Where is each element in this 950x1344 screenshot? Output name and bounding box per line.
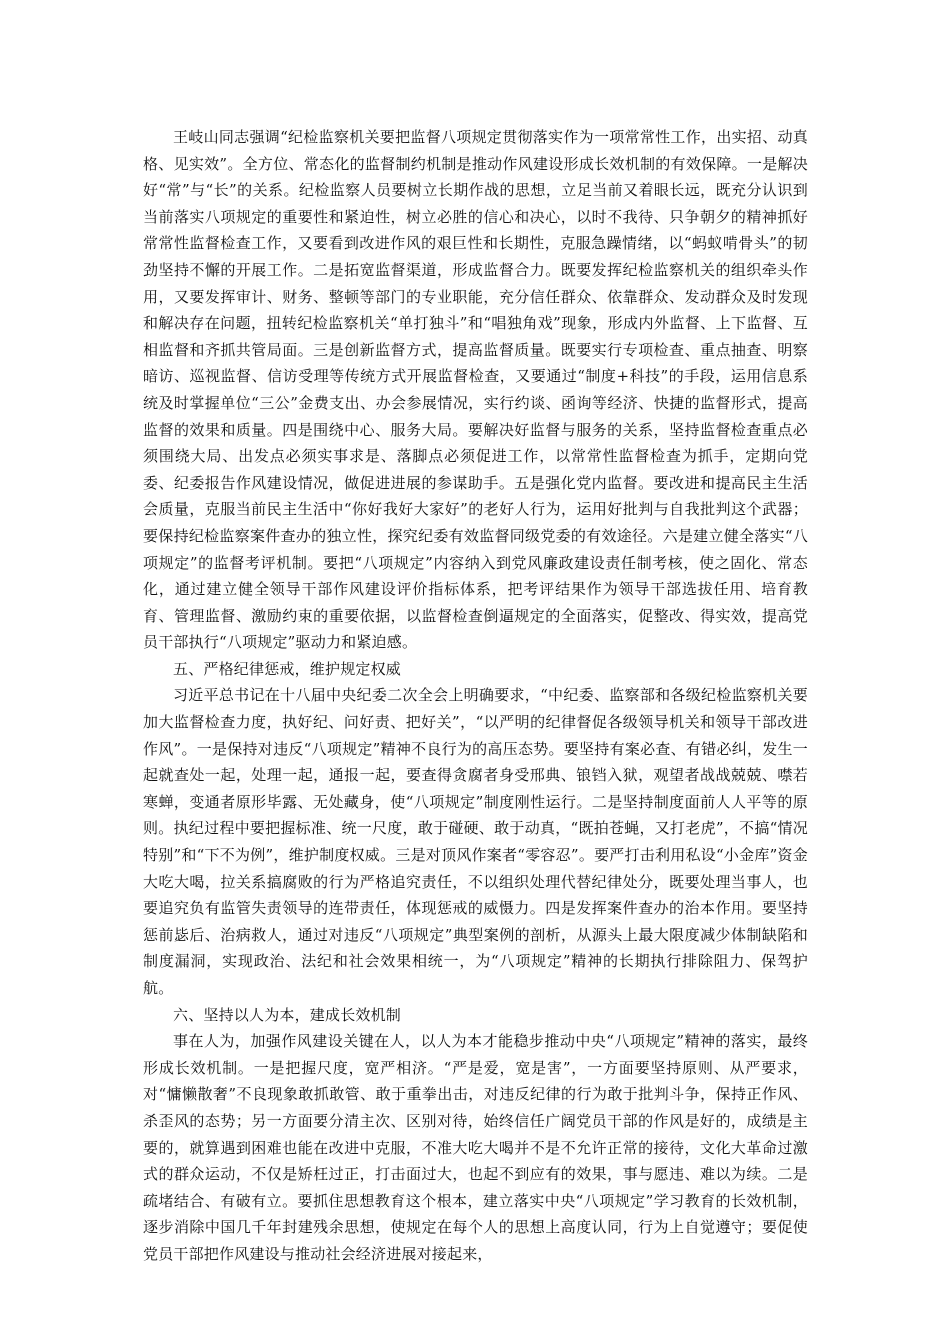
section-heading-5: 五、严格纪律惩戒，维护规定权威 [173, 659, 402, 678]
document-body [143, 124, 808, 1268]
paragraph-people-oriented: 事在人为，加强作风建设关键在人，以人为本才能稳步推动中央“八项规定”精神的落实，最终形成长效机制。一是把握尺度，宽严相济。“严是爱，宽是害”，一方面要坚持原则、从严要求，对“慵懒散奢”不良现象敢抓敢管、敢于重拳出击，对违反纪律的行为敢于批判斗争，保持正作风、杀歪风的态势；另一方面要分清主次、区别对待，始终信任广阔党员干部的作风是好的，成绩是主要的，就算遇到困难也能在改进中克服，不准大吃大喝并不是不允许正常的接待，文化大革命过激式的群众运动，不仅是矫枉过正，打击面过大，也起不到应有的效果，事与愿违、难以为续。二是疏堵结合、有破有立。要抓住思想教育这个根本，建立落实中央“八项规定”学习教育的长效机制，逐步消除中国几千年封建残余思想，使规定在每个人的思想上高度认同，行为上自觉遵守；要促使党员干部把作风建设与推动社会经济进展对接起来， [143, 1032, 808, 1263]
paragraph-supervision: 王岐山同志强调“纪检监察机关要把监督八项规定贯彻落实作为一项常常性工作，出实招、动真格、见实效”。全方位、常态化的监督制约机制是推动作风建设形成长效机制的有效保障。一是解决好“常”与“长”的关系。纪检监察人员要树立长期作战的思想，立足当前又着眼长远，既充分认识到当前落实八项规定的重要性和紧迫性，树立必胜的信心和决心，以时不我待、只争朝夕的精神抓好常常性监督检查工作，又要看到改进作风的艰巨性和长期性，克服急躁情绪，以“蚂蚁啃骨头”的韧劲坚持不懈的开展工作。二是拓宽监督渠道，形成监督合力。既要发挥纪检监察机关的组织牵头作用，又要发挥审计、财务、整顿等部门的专业职能，充分信任群众、依靠群众、发动群众及时发现和解决存在问题，扭转纪检监察机关“单打独斗”和“唱独角戏”现象，形成内外监督、上下监督、互相监督和齐抓共管局面。三是创新监督方式，提高监督质量。既要实行专项检查、重点抽查、明察暗访、巡视监督、信访受理等传统方式开展监督检查，又要通过“制度+科技”的手段，运用信息系统及时掌握单位“三公”金费支出、办会参展情况，实行约谈、函询等经济、快捷的监督形式，提高监督的效果和质量。四是围绕中心、服务大局。要解决好监督与服务的关系，坚持监督检查重点必须围绕大局、出发点必须实事求是、落脚点必须促进工作，以常常性监督检查为抓手，定期向党委、纪委报告作风建设情况，做促进进展的参谋助手。五是强化党内监督。要改进和提高民主生活会质量，克服当前民主生活中“你好我好大家好”的老好人行为，运用好批判与自我批判这个武器；要保持纪检监察案件查办的独立性，探究纪委有效监督同级党委的有效途径。六是建立健全落实“八项规定”的监督考评机制。要把“八项规定”内容纳入到党风廉政建设责任制考核，使之固化、常态化，通过建立健全领导干部作风建设评价指标体系，把考评结果作为领导干部选拔任用、培育教育、管理监督、激励约束的重要依据，以监督检查倒逼规定的全面落实，促整改、得实效，提高党员干部执行“八项规定”驱动力和紧迫感。 [143, 128, 808, 652]
paragraph-discipline: 习近平总书记在十八届中央纪委二次全会上明确要求，“中纪委、监察部和各级纪检监察机关要加大监督检查力度，执好纪、问好责、把好关”，“以严明的纪律督促各级领导机关和领导干部改进作风”。一是保持对违反“八项规定”精神不良行为的高压态势。要坚持有案必查、有错必纠，发生一起就查处一起，处理一起，通报一起，要查得贪腐者身受邢典、锒铛入狱，观望者战战兢兢、噤若寒蝉，变通者原形毕露、无处藏身，使“八项规定”制度刚性运行。二是坚持制度面前人人平等的原则。执纪过程中要把握标准、统一尺度，敢于碰硬、敢于动真，“既拍苍蝇，又打老虎”，不搞“情况特别”和“下不为例”，维护制度权威。三是对顶风作案者“零容忍”。要严打击利用私设“小金库”资金大吃大喝，拉关系搞腐败的行为严格追究责任，不以组织处理代替纪律处分，既要处理当事人，也要追究负有监管失责领导的连带责任，体现惩戒的威慑力。四是发挥案件查办的治本作用。要坚持惩前毖后、治病救人，通过对违反“八项规定”典型案例的剖析，从源头上最大限度减少体制缺陷和制度漏洞，实现政治、法纪和社会效果相统一，为“八项规定”精神的长期执行排除阻力、保驾护航。 [143, 686, 808, 997]
section-heading-6: 六、坚持以人为本，建成长效机制 [173, 1005, 402, 1024]
